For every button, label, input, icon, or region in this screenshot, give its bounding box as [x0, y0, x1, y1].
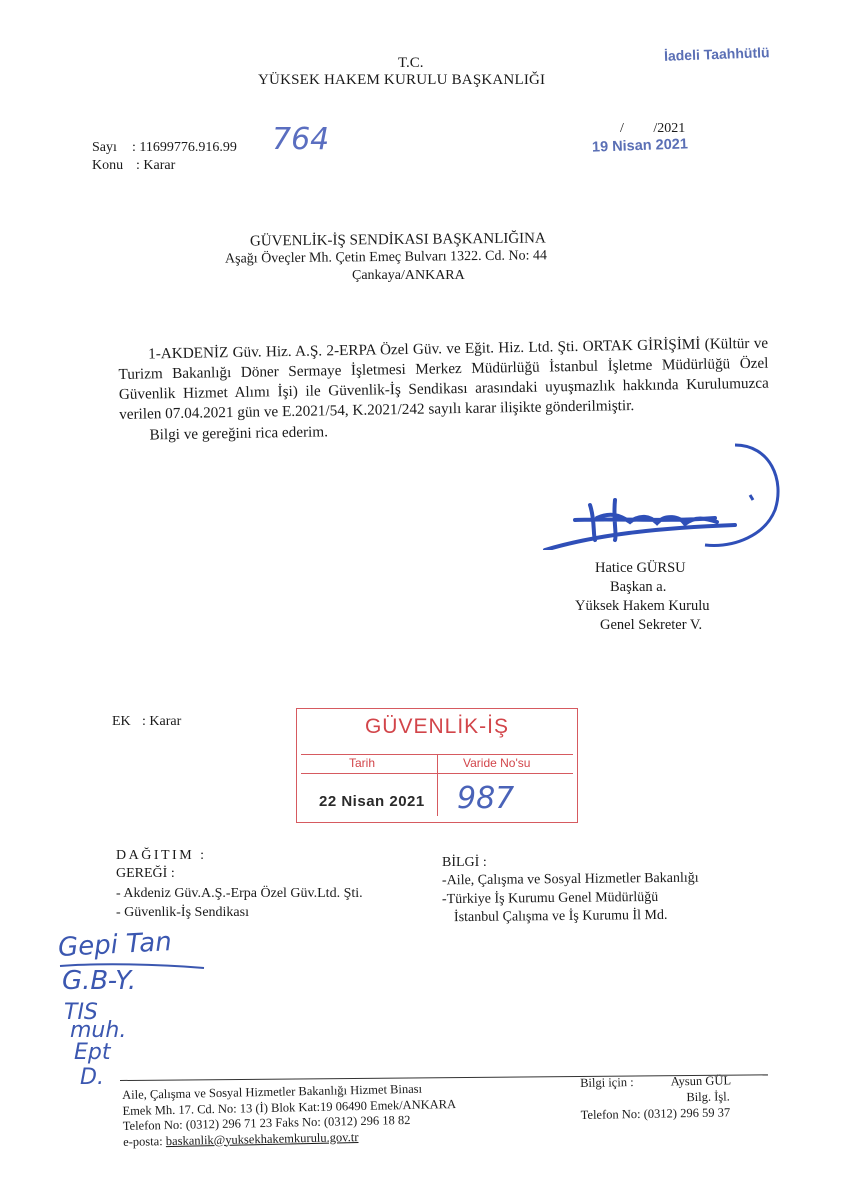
- konu-value: : Karar: [136, 158, 176, 173]
- sayi-label: Sayı: [92, 140, 117, 155]
- received-stamp-date: 22 Nisan 2021: [319, 793, 425, 810]
- footer-address-line: Emek Mh. 17. Cd. No: 13 (İ) Blok Kat:19 06490 Emek/ANKARA: [122, 1096, 457, 1118]
- country-code: T.C.: [398, 55, 424, 71]
- distribution-info-item: İstanbul Çalışma ve İş Kurumu İl Md.: [453, 907, 668, 926]
- signer-name: Hatice GÜRSU: [595, 560, 686, 576]
- received-stamp-number-header: Varide No'su: [463, 756, 531, 770]
- received-stamp-date-header: Tarih: [349, 756, 376, 770]
- footer-contact-name: Aysun GÜL: [670, 1073, 732, 1089]
- footer-contact-title: Bilg. İşl.: [686, 1089, 730, 1105]
- recipient-address-line1: Aşağı Öveçler Mh. Çetin Emeç Bulvarı 1322. Cd. No: 44: [224, 248, 548, 267]
- handwritten-note-line: Ept: [74, 1040, 111, 1065]
- distribution-info-label: BİLGİ :: [442, 855, 487, 870]
- received-stamp-title: GÜVENLİK-İŞ: [364, 715, 510, 738]
- letter-body: [118, 334, 770, 446]
- footer-address-line: Aile, Çalışma ve Sosyal Hizmetler Bakanlığı Hizmet Binası: [122, 1081, 423, 1102]
- body-closing: Bilgi ve gereğini rica ederim.: [149, 423, 329, 444]
- signer-title-3: Genel Sekreter V.: [600, 617, 703, 633]
- recipient-address-line2: Çankaya/ANKARA: [352, 268, 465, 283]
- distribution-heading: DAĞITIM :: [116, 848, 207, 863]
- sayi-value: : 11699776.916.99: [132, 140, 237, 155]
- sayi-handwritten-number: 764: [272, 122, 330, 157]
- footer-contact-phone: Telefon No: (0312) 296 59 37: [580, 1105, 731, 1122]
- handwritten-note-line: G.B-Y.: [62, 966, 137, 996]
- konu-label: Konu: [92, 158, 124, 173]
- footer-email-link[interactable]: baskanlik@yuksekhakemkurulu.gov.tr: [165, 1129, 359, 1148]
- footer-contact: [580, 1072, 732, 1123]
- signature-block: [575, 559, 710, 635]
- signer-title-2: Yüksek Hakem Kurulu: [575, 598, 710, 614]
- attachment-value: : Karar: [142, 714, 182, 729]
- received-stamp-number: 987: [457, 781, 515, 816]
- date-stamp: 19 Nisan 2021: [591, 136, 689, 156]
- distribution-info-item: -Aile, Çalışma ve Sosyal Hizmetler Bakanlığı: [441, 870, 699, 889]
- footer-info-label: Bilgi için :: [580, 1075, 634, 1090]
- distribution-info-item: -Türkiye İş Kurumu Genel Müdürlüğü: [441, 889, 659, 908]
- attachment-label: EK: [112, 714, 131, 729]
- distribution-action-item: - Güvenlik-İş Sendikası: [116, 905, 249, 920]
- date-printed: / /2021: [620, 121, 686, 136]
- distribution-action-item: - Akdeniz Güv.A.Ş.-Erpa Özel Güv.Ltd. Şti.: [116, 886, 363, 901]
- handwritten-note-line: TIS: [64, 1000, 98, 1025]
- registered-mail-stamp: İadeli Taahhütlü: [663, 44, 770, 64]
- body-paragraph: 1-AKDENİZ Güv. Hiz. A.Ş. 2-ERPA Özel Güv. ve Eğit. Hiz. Ltd. Şti. ORTAK GİRİŞİMİ (Kültür ve Turizm Bakanlığı Döner Sermaye İşletmesi Merkez Müdürlüğü İstanbul İşletme Müdürlüğü Özel Güvenlik Hizmet Alımı İşi) ile Güvenlik-İş Sendikası arasındaki uyuşmazlık hakkında Kurulumuzca verilen 07.04.2021 gün ve E.2021/54, K.2021/242 sayılı karar ilişikte gönderilmiştir.: [118, 334, 769, 423]
- signer-title-1: Başkan a.: [610, 579, 667, 595]
- recipient-name: GÜVENLİK-İŞ SENDİKASI BAŞKANLIĞINA: [249, 230, 546, 250]
- handwritten-note-line: D.: [80, 1065, 104, 1090]
- institution-name: YÜKSEK HAKEM KURULU BAŞKANLIĞI: [258, 72, 546, 88]
- footer-phone: Telefon No: (0312) 296 71 23 Faks No: (0312) 296 18 82: [122, 1112, 411, 1133]
- handwritten-note-line: muh.: [70, 1018, 127, 1043]
- distribution-action-label: GEREĞİ :: [116, 866, 175, 881]
- received-stamp: [296, 708, 578, 823]
- footer-address: [122, 1081, 457, 1150]
- footer-email-label: e-posta:: [122, 1133, 163, 1149]
- signature-scribble: [535, 440, 795, 550]
- handwritten-note-line: Gepi Tan: [57, 927, 173, 963]
